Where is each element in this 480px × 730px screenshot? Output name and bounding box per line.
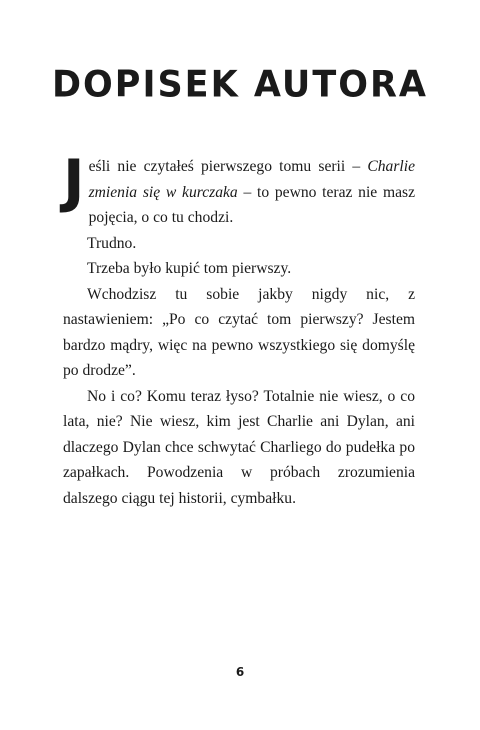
body-text bbox=[63, 147, 415, 511]
paragraph-intro bbox=[63, 147, 415, 231]
intro-rest: – to pewno teraz nie masz pojęcia, o co tu chodzi. bbox=[88, 183, 415, 226]
paragraph-attitude: Wchodzisz tu sobie jakby nigdy nic, z nastawieniem: „Po co czytać tom pierwszy? Jestem bardzo mądry, więc na pewno wszystkiego się domyślę po drodze”. bbox=[63, 285, 415, 379]
intro-lead: eśli nie czytałeś pierwszego tomu serii – bbox=[88, 158, 368, 175]
chapter-heading: DOPISEK AUTORA bbox=[51, 64, 428, 106]
drop-cap: J bbox=[63, 147, 85, 215]
page-number: 6 bbox=[235, 665, 245, 679]
paragraph-trudno: Trudno. bbox=[87, 234, 137, 252]
book-title: Charlie zmienia się w kurczaka bbox=[88, 158, 415, 201]
paragraph-confusion: No i co? Komu teraz łyso? Totalnie nie wiesz, o co lata, nie? Nie wiesz, kim jest Charlie ani Dylan, ani dlaczego Dylan chce schwytać Charliego do pudełka po zapałkach. Powodzenia w próbach zrozumienia dalszego ciągu tej historii, cymbałku. bbox=[63, 387, 415, 507]
paragraph-buy-first-volume: Trzeba było kupić tom pierwszy. bbox=[87, 260, 292, 277]
